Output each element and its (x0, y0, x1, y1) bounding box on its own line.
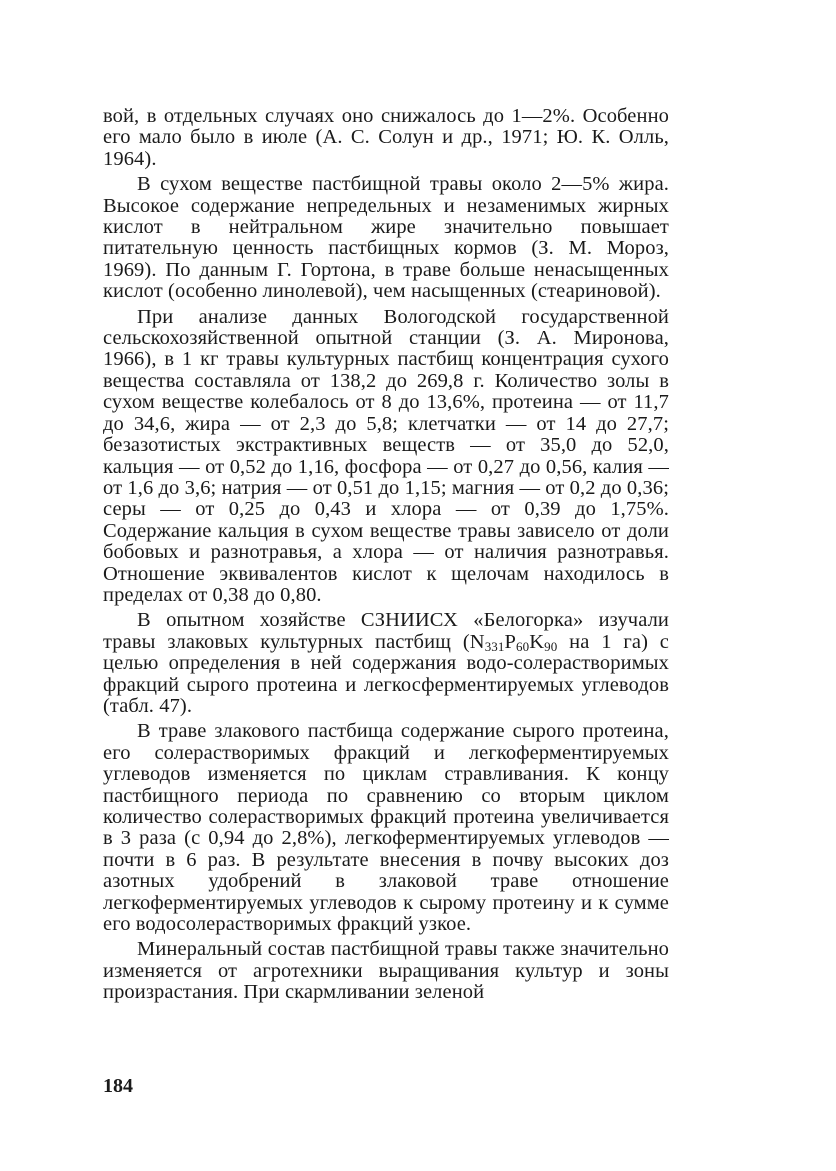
phosphorus-dose-subscript: 60 (516, 638, 530, 654)
paragraph-mineral-composition: Минеральный состав пастбищной травы также значительно изменяется от агротехники выращивания культур и зоны произрастания. При скармливании зеленой (103, 938, 669, 1004)
belogorka-text-after: на 1 га) с целью определения в ней содержания водо-солерастворимых фракций сырого протеина и легкосферментируемых углеводов (табл. 47). (103, 630, 670, 717)
paragraph-grazing-cycles: В траве злакового пастбища содержание сырого протеина, его солерастворимых фракций и легкоферментируемых углеводов изменяется по циклам стравливания. К концу пастбищного периода по сравнению со вторым циклом количество солерастворимых фракций протеина увеличивается в 3 раза (с 0,94 до 2,8%), легкоферментируемых углеводов — почти в 6 раз. В результате внесения в почву высоких доз азотных удобрений в злаковой траве отношение легкоферментируемых углеводов к сырому протеину и к сумме его водосолерастворимых фракций узкое. (103, 720, 669, 936)
page-body (103, 106, 669, 1004)
phosphorus-symbol: P (504, 630, 517, 653)
paragraph-belogorka-experiment (103, 610, 669, 717)
paragraph-vologda-analysis: При анализе данных Вологодской государственной сельскохозяйственной опытной станции (З. А. Миронова, 1966), в 1 кг травы культурных пастбищ концентрация сухого вещества составляла от 138,2 до 269,8 г. Количество золы в сухом веществе колебалось от 8 до 13,6%, протеина — от 11,7 до 34,6, жира — от 2,3 до 5,8; клетчатки — от 14 до 27,7; безазотистых экстрактивных веществ — от 35,0 до 52,0, кальция — от 0,52 до 1,16, фосфора — от 0,27 до 0,56, калия — от 1,6 до 3,6; натрия — от 0,51 до 1,15; магния — от 0,2 до 0,36; серы — от 0,25 до 0,43 и хлора — от 0,39 до 1,75%. Содержание кальция в сухом веществе травы зависело от доли бобовых и разнотравья, а хлора — от наличия разнотравья. Отношение эквивалентов кислот к щелочам находилось в пределах от 0,38 до 0,80. (103, 305, 669, 606)
paragraph-fat-content: В сухом веществе пастбищной травы около 2—5% жира. Высокое содержание непредельных и незаменимых жирных кислот в нейтральном жире значительно повышает питательную ценность пастбищных кормов (З. М. Мороз, 1969). По данным Г. Гортона, в траве больше ненасыщенных кислот (особенно линолевой), чем насыщенных (стеариновой). (103, 173, 669, 303)
nitrogen-dose-subscript: 331 (484, 638, 505, 654)
potassium-dose-subscript: 90 (544, 638, 558, 654)
potassium-symbol: K (529, 630, 545, 653)
page-number: 184 (103, 1075, 133, 1097)
paragraph-fat-continuation: вой, в отдельных случаях оно снижалось до 1—2%. Особенно его мало было в июле (А. С. Солун и др., 1971; Ю. К. Олль, 1964). (103, 105, 669, 170)
belogorka-text-before: В опытном хозяйстве СЗНИИСХ «Белогорка» изучали травы злаковых культурных пастбищ (N (103, 609, 669, 653)
